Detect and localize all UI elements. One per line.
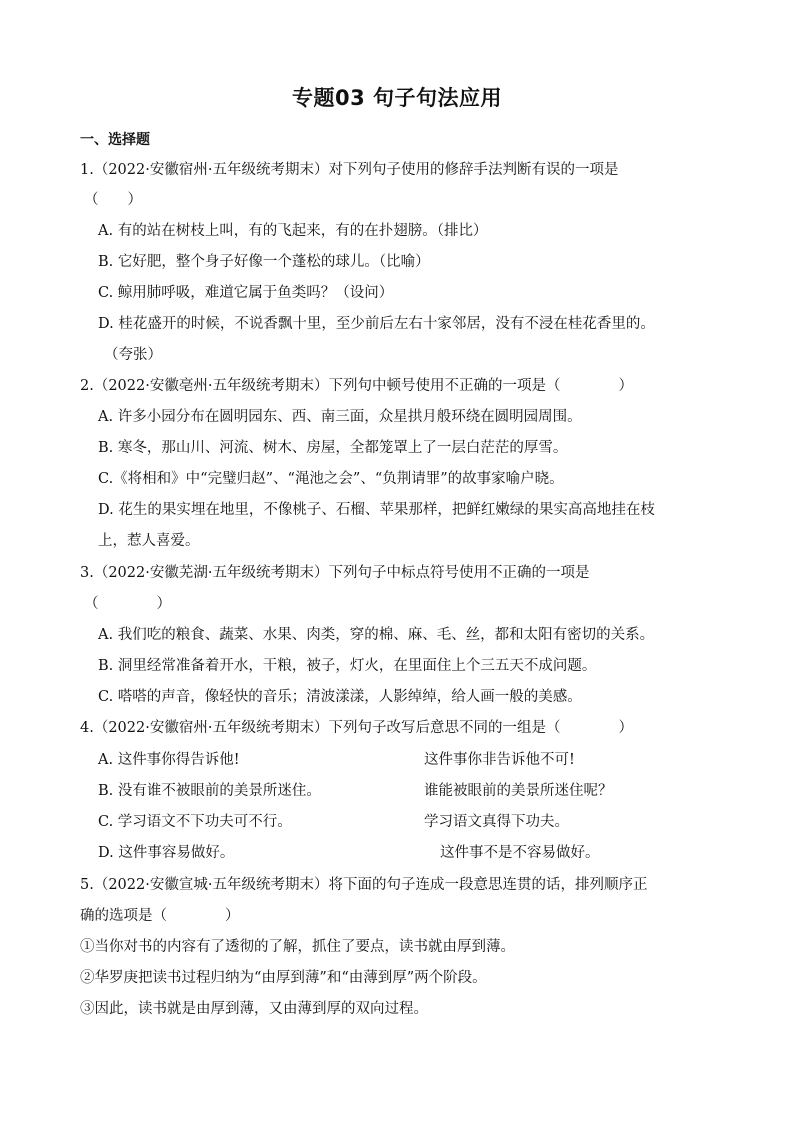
question-4-option-b: B. 没有谁不被眼前的美景所迷住。 [98,783,321,799]
question-2-option-a: A. 许多小园分布在圆明园东、西、南三面，众星拱月般环绕在圆明园周围。 [98,409,582,425]
question-4-stem: 4.（2022·安徽宿州·五年级统考期末）下列句子改写后意思不同的一组是（ ） [80,720,633,736]
question-3-answer-blank[interactable]: （ ） [84,596,171,612]
question-3-option-c: C. 嗒嗒的声音，像轻快的音乐；清波漾漾，人影绰绰，给人画一般的美感。 [98,689,582,705]
question-4-option-a: A. 这件事你得告诉他! [98,752,240,768]
question-5-sentence-2: ②华罗庚把读书过程归纳为“由厚到薄”和“由薄到厚”两个阶段。 [80,970,487,986]
question-2-option-b: B. 寒冬，那山川、河流、树木、房屋，全都笼罩上了一层白茫茫的厚雪。 [98,440,568,456]
question-2-option-d: D. 花生的果实埋在地里，不像桃子、石榴、苹果那样，把鲜红嫩绿的果实高高地挂在枝 [98,502,655,518]
question-4-option-a-rewrite: 这件事你非告诉他不可! [424,752,575,768]
question-2-stem: 2.（2022·安徽亳州·五年级统考期末）下列句中顿号使用不正确的一项是（ ） [80,378,633,394]
question-1-stem: 1.（2022·安徽宿州·五年级统考期末）对下列句子使用的修辞手法判断有误的一项是 [80,162,619,178]
question-1-option-d: D. 桂花盛开的时候，不说香飘十里，至少前后左右十家邻居，没有不浸在桂花香里的。 [98,316,655,332]
question-4-option-d: D. 这件事容易做好。 [98,845,235,861]
question-2-option-d-cont: 上，惹人喜爱。 [98,533,200,549]
question-4-option-c-rewrite: 学习语文真得下功夫。 [424,814,569,830]
question-5-stem: 5.（2022·安徽宣城·五年级统考期末）将下面的句子连成一段意思连贯的话，排列顺序正 [80,877,648,893]
question-4-option-c: C. 学习语文不下功夫可不行。 [98,814,292,830]
question-5-sentence-1: ①当你对书的内容有了透彻的了解，抓住了要点，读书就由厚到薄。 [80,939,515,955]
question-3-stem: 3.（2022·安徽芜湖·五年级统考期末）下列句子中标点符号使用不正确的一项是 [80,565,590,581]
question-3-option-a: A. 我们吃的粮食、蔬菜、水果、肉类，穿的棉、麻、毛、丝，都和太阳有密切的关系。 [98,627,655,643]
question-1-option-b: B. 它好肥，整个身子好像一个蓬松的球儿。（比喻） [98,254,430,270]
question-1-answer-blank[interactable]: （ ） [84,192,142,208]
question-4-option-d-rewrite: 这件事不是不容易做好。 [440,845,600,861]
question-1-option-c: C. 鲸用肺呼吸，难道它属于鱼类吗？（设问） [98,285,394,301]
question-5-stem-cont: 确的选项是（ ） [80,908,240,924]
page-title: 专题03 句子句法应用 [291,86,503,110]
question-1-option-d-cont: （夸张） [104,347,162,363]
section-heading: 一、选择题 [80,132,150,148]
question-1-option-a: A. 有的站在树枝上叫，有的飞起来，有的在扑翅膀。（排比） [98,223,488,239]
question-2-option-c: C.《将相和》中“完璧归赵”、“渑池之会”、“负荆请罪”的故事家喻户晓。 [98,471,564,487]
question-3-option-b: B. 洞里经常准备着开水，干粮，被子，灯火，在里面住上个三五天不成问题。 [98,658,597,674]
question-5-sentence-3: ③因此，读书就是由厚到薄，又由薄到厚的双向过程。 [80,1001,428,1017]
question-4-option-b-rewrite: 谁能被眼前的美景所迷住呢？ [424,783,613,799]
